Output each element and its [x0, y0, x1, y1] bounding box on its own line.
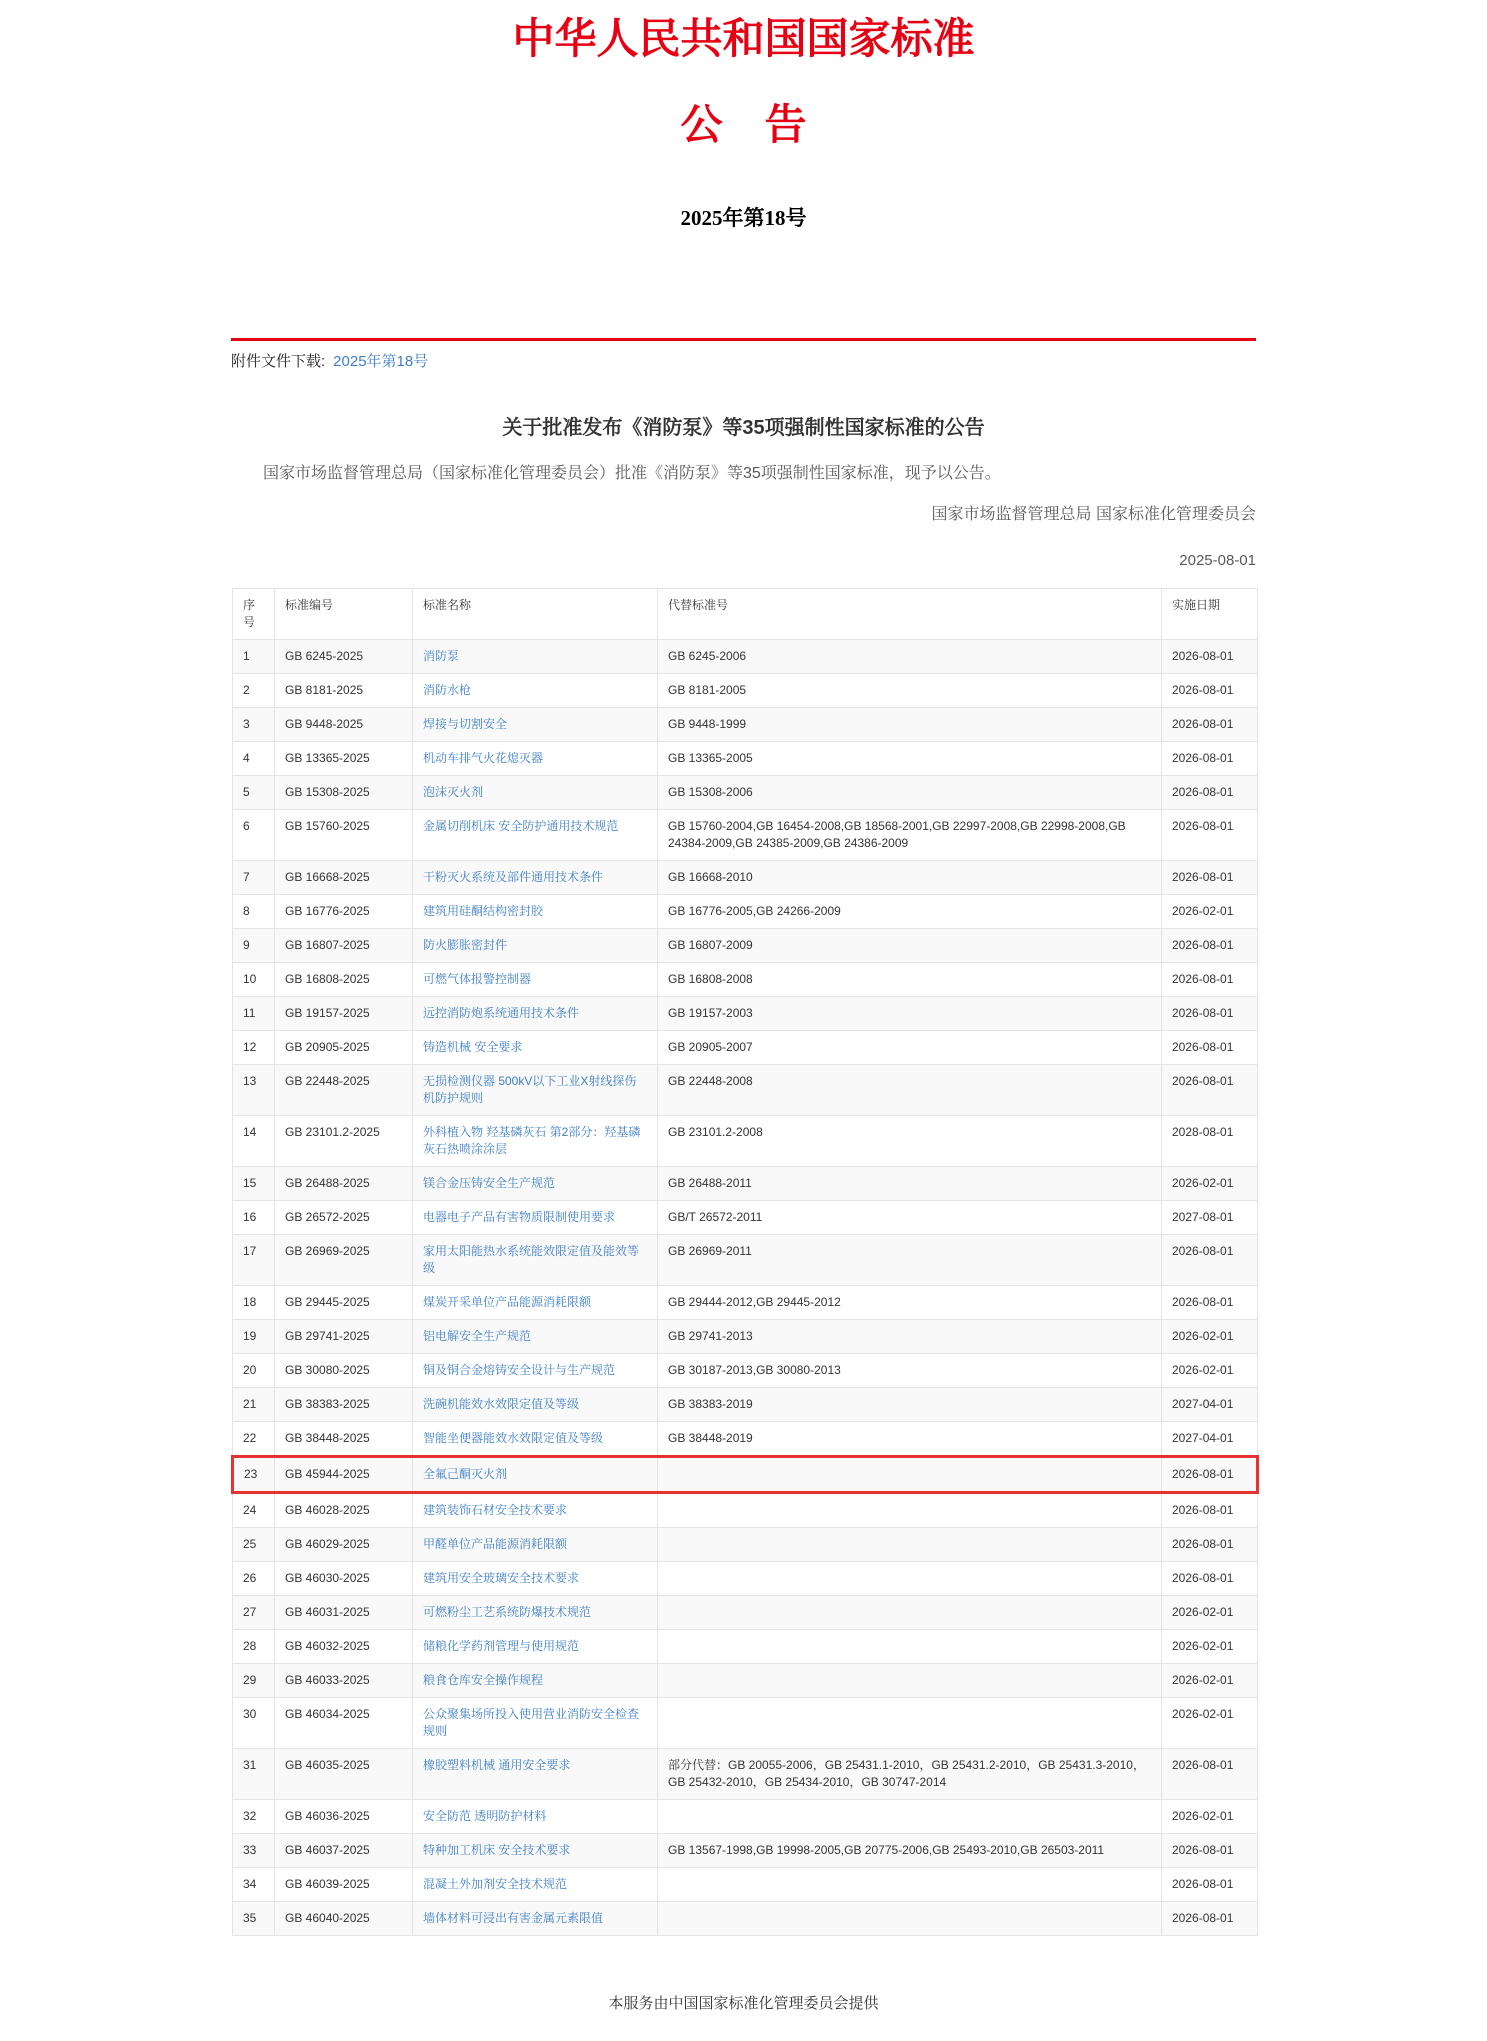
date-cell: 2026-08-01 — [1162, 1561, 1258, 1595]
standard-name-link[interactable]: 甲醛单位产品能源消耗限额 — [423, 1536, 568, 1551]
replaces-cell — [658, 1867, 1162, 1901]
code-cell: GB 20905-2025 — [275, 1030, 413, 1064]
page-title: 中华人民共和国国家标准 — [512, 17, 975, 63]
date-cell: 2026-08-01 — [1162, 707, 1258, 741]
replaces-cell — [658, 1663, 1162, 1697]
code-cell: GB 46030-2025 — [275, 1561, 413, 1595]
name-cell — [413, 1421, 658, 1456]
table-row — [233, 860, 1258, 894]
name-cell — [413, 860, 658, 894]
standard-name-link[interactable]: 泡沫灭火剂 — [423, 784, 484, 799]
name-cell — [413, 928, 658, 962]
name-cell — [413, 1595, 658, 1629]
no-cell: 33 — [233, 1833, 275, 1867]
replaces-cell — [658, 1456, 1162, 1492]
code-cell: GB 46037-2025 — [275, 1833, 413, 1867]
name-cell — [413, 1527, 658, 1561]
replaces-cell: GB 13365-2005 — [658, 741, 1162, 775]
table-row — [233, 1456, 1258, 1492]
table-row — [233, 1166, 1258, 1200]
code-cell: GB 30080-2025 — [275, 1353, 413, 1387]
date-cell: 2026-02-01 — [1162, 1319, 1258, 1353]
no-cell: 32 — [233, 1799, 275, 1833]
name-cell — [413, 1166, 658, 1200]
standard-name-link[interactable]: 洗碗机能效水效限定值及等级 — [423, 1396, 580, 1411]
code-cell: GB 16776-2025 — [275, 894, 413, 928]
issue-number: 2025年第18号 — [680, 206, 807, 231]
standard-name-link[interactable]: 可燃气体报警控制器 — [423, 971, 532, 986]
table-row — [233, 1663, 1258, 1697]
no-cell: 16 — [233, 1200, 275, 1234]
date-cell: 2026-08-01 — [1162, 860, 1258, 894]
date-cell: 2026-08-01 — [1162, 1285, 1258, 1319]
replaces-cell: GB 23101.2-2008 — [658, 1115, 1162, 1166]
no-cell: 27 — [233, 1595, 275, 1629]
date-cell: 2026-02-01 — [1162, 894, 1258, 928]
code-cell: GB 46035-2025 — [275, 1748, 413, 1799]
date-cell: 2026-02-01 — [1162, 1697, 1258, 1748]
date-cell: 2026-08-01 — [1162, 673, 1258, 707]
replaces-cell: GB 38448-2019 — [658, 1421, 1162, 1456]
no-cell: 12 — [233, 1030, 275, 1064]
date-cell: 2026-02-01 — [1162, 1166, 1258, 1200]
code-cell: GB 9448-2025 — [275, 707, 413, 741]
no-cell: 21 — [233, 1387, 275, 1421]
replaces-cell: GB 8181-2005 — [658, 673, 1162, 707]
replaces-cell: GB 38383-2019 — [658, 1387, 1162, 1421]
date-cell: 2026-08-01 — [1162, 1833, 1258, 1867]
table-row — [233, 1561, 1258, 1595]
no-cell: 13 — [233, 1064, 275, 1115]
column-header-2: 标准编号 — [275, 588, 413, 639]
date-cell: 2028-08-01 — [1162, 1115, 1258, 1166]
attachment-link[interactable]: 2025年第18号 — [333, 353, 429, 371]
table-row — [233, 639, 1258, 673]
replaces-cell: GB 15760-2004,GB 16454-2008,GB 18568-2001,GB 22997-2008,GB 22998-2008,GB 24384-2009,GB 24385-2009,GB 24386-2009 — [658, 809, 1162, 860]
code-cell: GB 6245-2025 — [275, 639, 413, 673]
replaces-cell: GB 16776-2005,GB 24266-2009 — [658, 894, 1162, 928]
standard-name-link[interactable]: 干粉灭火系统及部件通用技术条件 — [423, 869, 604, 884]
date-cell: 2027-08-01 — [1162, 1200, 1258, 1234]
code-cell: GB 22448-2025 — [275, 1064, 413, 1115]
code-cell: GB 46040-2025 — [275, 1901, 413, 1935]
name-cell — [413, 1115, 658, 1166]
code-cell: GB 19157-2025 — [275, 996, 413, 1030]
standard-name-link[interactable]: 外科植入物 羟基磷灰石 第2部分：羟基磷灰石热喷涂涂层 — [423, 1124, 641, 1156]
date-cell: 2026-08-01 — [1162, 1748, 1258, 1799]
announcement-page — [231, 18, 1256, 2013]
replaces-cell: GB 30187-2013,GB 30080-2013 — [658, 1353, 1162, 1387]
no-cell: 24 — [233, 1492, 275, 1527]
no-cell: 9 — [233, 928, 275, 962]
code-cell: GB 46033-2025 — [275, 1663, 413, 1697]
footer-text: 本服务由中国国家标准化管理委员会提供 — [608, 1994, 879, 2012]
date-cell: 2027-04-01 — [1162, 1387, 1258, 1421]
date-cell: 2026-08-01 — [1162, 1234, 1258, 1285]
date-cell: 2026-08-01 — [1162, 1030, 1258, 1064]
replaces-cell: GB 13567-1998,GB 19998-2005,GB 20775-2006,GB 25493-2010,GB 26503-2011 — [658, 1833, 1162, 1867]
table-row — [233, 1285, 1258, 1319]
table-body — [233, 639, 1258, 1935]
no-cell: 4 — [233, 741, 275, 775]
name-cell — [413, 1629, 658, 1663]
table-row — [233, 1319, 1258, 1353]
table-row — [233, 741, 1258, 775]
column-header-1: 序号 — [233, 588, 275, 639]
table-row — [233, 1353, 1258, 1387]
code-cell: GB 46039-2025 — [275, 1867, 413, 1901]
standard-name-link[interactable]: 智能坐便器能效水效限定值及等级 — [423, 1430, 604, 1445]
code-cell: GB 23101.2-2025 — [275, 1115, 413, 1166]
date-cell: 2026-02-01 — [1162, 1595, 1258, 1629]
no-cell: 5 — [233, 775, 275, 809]
replaces-cell — [658, 1527, 1162, 1561]
standard-name-link[interactable]: 电器电子产品有害物质限制使用要求 — [423, 1209, 616, 1224]
table-row — [233, 1115, 1258, 1166]
replaces-cell: GB 15308-2006 — [658, 775, 1162, 809]
no-cell: 17 — [233, 1234, 275, 1285]
standard-name-link[interactable]: 无损检测仪器 500kV以下工业X射线探伤机防护规则 — [423, 1073, 637, 1105]
table-row — [233, 1064, 1258, 1115]
replaces-cell: GB 16808-2008 — [658, 962, 1162, 996]
name-cell — [413, 1697, 658, 1748]
name-cell — [413, 1901, 658, 1935]
table-row — [233, 962, 1258, 996]
announcement-title: 关于批准发布《消防泵》等35项强制性国家标准的公告 — [502, 417, 985, 440]
no-cell: 34 — [233, 1867, 275, 1901]
table-row — [233, 1030, 1258, 1064]
no-cell: 6 — [233, 809, 275, 860]
table-row — [233, 1697, 1258, 1748]
no-cell: 14 — [233, 1115, 275, 1166]
table-row — [233, 996, 1258, 1030]
column-header-3: 标准名称 — [413, 588, 658, 639]
code-cell: GB 16807-2025 — [275, 928, 413, 962]
standard-name-link[interactable]: 墙体材料可浸出有害金属元素限值 — [423, 1910, 604, 1925]
standard-name-link[interactable]: 全氟己酮灭火剂 — [423, 1466, 508, 1481]
standard-name-link[interactable]: 焊接与切割安全 — [423, 716, 508, 731]
standard-name-link[interactable]: 消防水枪 — [423, 682, 472, 697]
table-row — [233, 1867, 1258, 1901]
code-cell: GB 8181-2025 — [275, 673, 413, 707]
standard-name-link[interactable]: 铝电解安全生产规范 — [423, 1328, 532, 1343]
no-cell: 15 — [233, 1166, 275, 1200]
name-cell — [413, 1030, 658, 1064]
no-cell: 10 — [233, 962, 275, 996]
no-cell: 23 — [233, 1456, 275, 1492]
replaces-cell — [658, 1697, 1162, 1748]
standard-name-link[interactable]: 安全防范 透明防护材料 — [423, 1808, 547, 1823]
issue-date: 2025-08-01 — [1179, 551, 1256, 569]
date-cell: 2026-02-01 — [1162, 1663, 1258, 1697]
no-cell: 29 — [233, 1663, 275, 1697]
standard-name-link[interactable]: 可燃粉尘工艺系统防爆技术规范 — [423, 1604, 592, 1619]
table-row — [233, 1234, 1258, 1285]
no-cell: 22 — [233, 1421, 275, 1456]
replaces-cell: GB 29444-2012,GB 29445-2012 — [658, 1285, 1162, 1319]
replaces-cell: GB 16807-2009 — [658, 928, 1162, 962]
replaces-cell: GB 16668-2010 — [658, 860, 1162, 894]
name-cell — [413, 1799, 658, 1833]
table-row — [233, 1748, 1258, 1799]
table-header-row — [233, 588, 1258, 639]
replaces-cell: GB/T 26572-2011 — [658, 1200, 1162, 1234]
name-cell — [413, 1200, 658, 1234]
code-cell: GB 26969-2025 — [275, 1234, 413, 1285]
replaces-cell — [658, 1492, 1162, 1527]
code-cell: GB 46028-2025 — [275, 1492, 413, 1527]
name-cell — [413, 1319, 658, 1353]
standard-name-link[interactable]: 铜及铜合金熔铸安全设计与生产规范 — [423, 1362, 616, 1377]
no-cell: 25 — [233, 1527, 275, 1561]
date-cell: 2026-02-01 — [1162, 1353, 1258, 1387]
code-cell: GB 46031-2025 — [275, 1595, 413, 1629]
table-row — [233, 1833, 1258, 1867]
table-row — [233, 1901, 1258, 1935]
standard-name-link[interactable]: 金属切削机床 安全防护通用技术规范 — [423, 818, 619, 833]
table-row — [233, 775, 1258, 809]
name-cell — [413, 1833, 658, 1867]
date-cell: 2026-08-01 — [1162, 1901, 1258, 1935]
date-cell: 2026-02-01 — [1162, 1629, 1258, 1663]
replaces-cell: GB 26488-2011 — [658, 1166, 1162, 1200]
date-cell: 2026-08-01 — [1162, 775, 1258, 809]
no-cell: 28 — [233, 1629, 275, 1663]
name-cell — [413, 1867, 658, 1901]
name-cell — [413, 894, 658, 928]
table-row — [233, 1527, 1258, 1561]
table-row — [233, 1595, 1258, 1629]
name-cell — [413, 707, 658, 741]
attachment-row — [231, 341, 1256, 371]
table-row — [233, 1492, 1258, 1527]
table-row — [233, 894, 1258, 928]
standard-name-link[interactable]: 机动车排气火花熄灭器 — [423, 750, 544, 765]
no-cell: 20 — [233, 1353, 275, 1387]
standard-name-link[interactable]: 建筑用安全玻璃安全技术要求 — [423, 1570, 580, 1585]
table-row — [233, 1421, 1258, 1456]
standard-name-link[interactable]: 镁合金压铸安全生产规范 — [423, 1175, 556, 1190]
name-cell — [413, 809, 658, 860]
code-cell: GB 38383-2025 — [275, 1387, 413, 1421]
code-cell: GB 26572-2025 — [275, 1200, 413, 1234]
table-row — [233, 673, 1258, 707]
code-cell: GB 46029-2025 — [275, 1527, 413, 1561]
standard-name-link[interactable]: 煤炭开采单位产品能源消耗限额 — [423, 1294, 592, 1309]
code-cell: GB 16668-2025 — [275, 860, 413, 894]
date-cell: 2026-08-01 — [1162, 639, 1258, 673]
attachment-label: 附件文件下载: — [231, 353, 326, 371]
standard-name-link[interactable]: 粮食仓库安全操作规程 — [423, 1672, 544, 1687]
date-cell: 2026-08-01 — [1162, 1456, 1258, 1492]
name-cell — [413, 775, 658, 809]
announcement-body: 国家市场监督管理总局（国家标准化管理委员会）批准《消防泵》等35项强制性国家标准，现予以公告。 — [263, 465, 1001, 483]
no-cell: 26 — [233, 1561, 275, 1595]
replaces-cell — [658, 1629, 1162, 1663]
no-cell: 31 — [233, 1748, 275, 1799]
no-cell: 18 — [233, 1285, 275, 1319]
name-cell — [413, 1064, 658, 1115]
name-cell — [413, 1387, 658, 1421]
code-cell: GB 13365-2025 — [275, 741, 413, 775]
code-cell: GB 46034-2025 — [275, 1697, 413, 1748]
date-cell: 2026-08-01 — [1162, 962, 1258, 996]
name-cell — [413, 1663, 658, 1697]
table-row — [233, 1387, 1258, 1421]
table-row — [233, 1629, 1258, 1663]
code-cell: GB 38448-2025 — [275, 1421, 413, 1456]
standard-name-link[interactable]: 铸造机械 安全要求 — [423, 1039, 523, 1054]
issuer-line: 国家市场监督管理总局 国家标准化管理委员会 — [931, 505, 1256, 523]
no-cell: 1 — [233, 639, 275, 673]
no-cell: 11 — [233, 996, 275, 1030]
no-cell: 8 — [233, 894, 275, 928]
standard-name-link[interactable]: 家用太阳能热水系统能效限定值及能效等级 — [423, 1243, 640, 1275]
code-cell: GB 46032-2025 — [275, 1629, 413, 1663]
replaces-cell: 部分代替：GB 20055-2006，GB 25431.1-2010，GB 25431.2-2010，GB 25431.3-2010，GB 25432-2010，GB 25434-2010，GB 30747-2014 — [658, 1748, 1162, 1799]
code-cell: GB 29741-2025 — [275, 1319, 413, 1353]
name-cell — [413, 1492, 658, 1527]
date-cell: 2026-08-01 — [1162, 1867, 1258, 1901]
code-cell: GB 16808-2025 — [275, 962, 413, 996]
name-cell — [413, 996, 658, 1030]
replaces-cell — [658, 1901, 1162, 1935]
name-cell — [413, 673, 658, 707]
no-cell: 7 — [233, 860, 275, 894]
replaces-cell: GB 26969-2011 — [658, 1234, 1162, 1285]
notice-title: 公 告 — [680, 103, 807, 150]
table-row — [233, 928, 1258, 962]
name-cell — [413, 1561, 658, 1595]
standard-name-link[interactable]: 公众聚集场所投入使用营业消防安全检查规则 — [423, 1706, 640, 1738]
name-cell — [413, 1748, 658, 1799]
replaces-cell: GB 22448-2008 — [658, 1064, 1162, 1115]
column-header-4: 代替标准号 — [658, 588, 1162, 639]
no-cell: 35 — [233, 1901, 275, 1935]
code-cell: GB 29445-2025 — [275, 1285, 413, 1319]
replaces-cell — [658, 1561, 1162, 1595]
date-cell: 2026-08-01 — [1162, 1064, 1258, 1115]
standard-name-link[interactable]: 混凝土外加剂安全技术规范 — [423, 1876, 568, 1891]
replaces-cell: GB 6245-2006 — [658, 639, 1162, 673]
standard-name-link[interactable]: 储粮化学药剂管理与使用规范 — [423, 1638, 580, 1653]
table-row — [233, 809, 1258, 860]
replaces-cell: GB 19157-2003 — [658, 996, 1162, 1030]
standard-name-link[interactable]: 建筑装饰石材安全技术要求 — [423, 1502, 568, 1517]
name-cell — [413, 639, 658, 673]
standards-table — [231, 588, 1259, 1936]
no-cell: 19 — [233, 1319, 275, 1353]
standard-name-link[interactable]: 消防泵 — [423, 648, 460, 663]
no-cell: 2 — [233, 673, 275, 707]
code-cell: GB 45944-2025 — [275, 1456, 413, 1492]
replaces-cell: GB 29741-2013 — [658, 1319, 1162, 1353]
standard-name-link[interactable]: 远控消防炮系统通用技术条件 — [423, 1005, 580, 1020]
date-cell: 2026-08-01 — [1162, 1527, 1258, 1561]
no-cell: 3 — [233, 707, 275, 741]
name-cell — [413, 1234, 658, 1285]
date-cell: 2027-04-01 — [1162, 1421, 1258, 1456]
replaces-cell — [658, 1595, 1162, 1629]
date-cell: 2026-02-01 — [1162, 1799, 1258, 1833]
name-cell — [413, 1456, 658, 1492]
date-cell: 2026-08-01 — [1162, 996, 1258, 1030]
no-cell: 30 — [233, 1697, 275, 1748]
standard-name-link[interactable]: 防火膨胀密封件 — [423, 937, 508, 952]
code-cell: GB 46036-2025 — [275, 1799, 413, 1833]
table-row — [233, 707, 1258, 741]
name-cell — [413, 741, 658, 775]
table-row — [233, 1200, 1258, 1234]
name-cell — [413, 962, 658, 996]
date-cell: 2026-08-01 — [1162, 741, 1258, 775]
column-header-5: 实施日期 — [1162, 588, 1258, 639]
code-cell: GB 26488-2025 — [275, 1166, 413, 1200]
standard-name-link[interactable]: 橡胶塑料机械 通用安全要求 — [423, 1757, 571, 1772]
replaces-cell — [658, 1799, 1162, 1833]
table-row — [233, 1799, 1258, 1833]
code-cell: GB 15760-2025 — [275, 809, 413, 860]
date-cell: 2026-08-01 — [1162, 1492, 1258, 1527]
name-cell — [413, 1353, 658, 1387]
code-cell: GB 15308-2025 — [275, 775, 413, 809]
date-cell: 2026-08-01 — [1162, 809, 1258, 860]
standard-name-link[interactable]: 特种加工机床 安全技术要求 — [423, 1842, 571, 1857]
replaces-cell: GB 9448-1999 — [658, 707, 1162, 741]
replaces-cell: GB 20905-2007 — [658, 1030, 1162, 1064]
standard-name-link[interactable]: 建筑用硅酮结构密封胶 — [423, 903, 544, 918]
name-cell — [413, 1285, 658, 1319]
date-cell: 2026-08-01 — [1162, 928, 1258, 962]
